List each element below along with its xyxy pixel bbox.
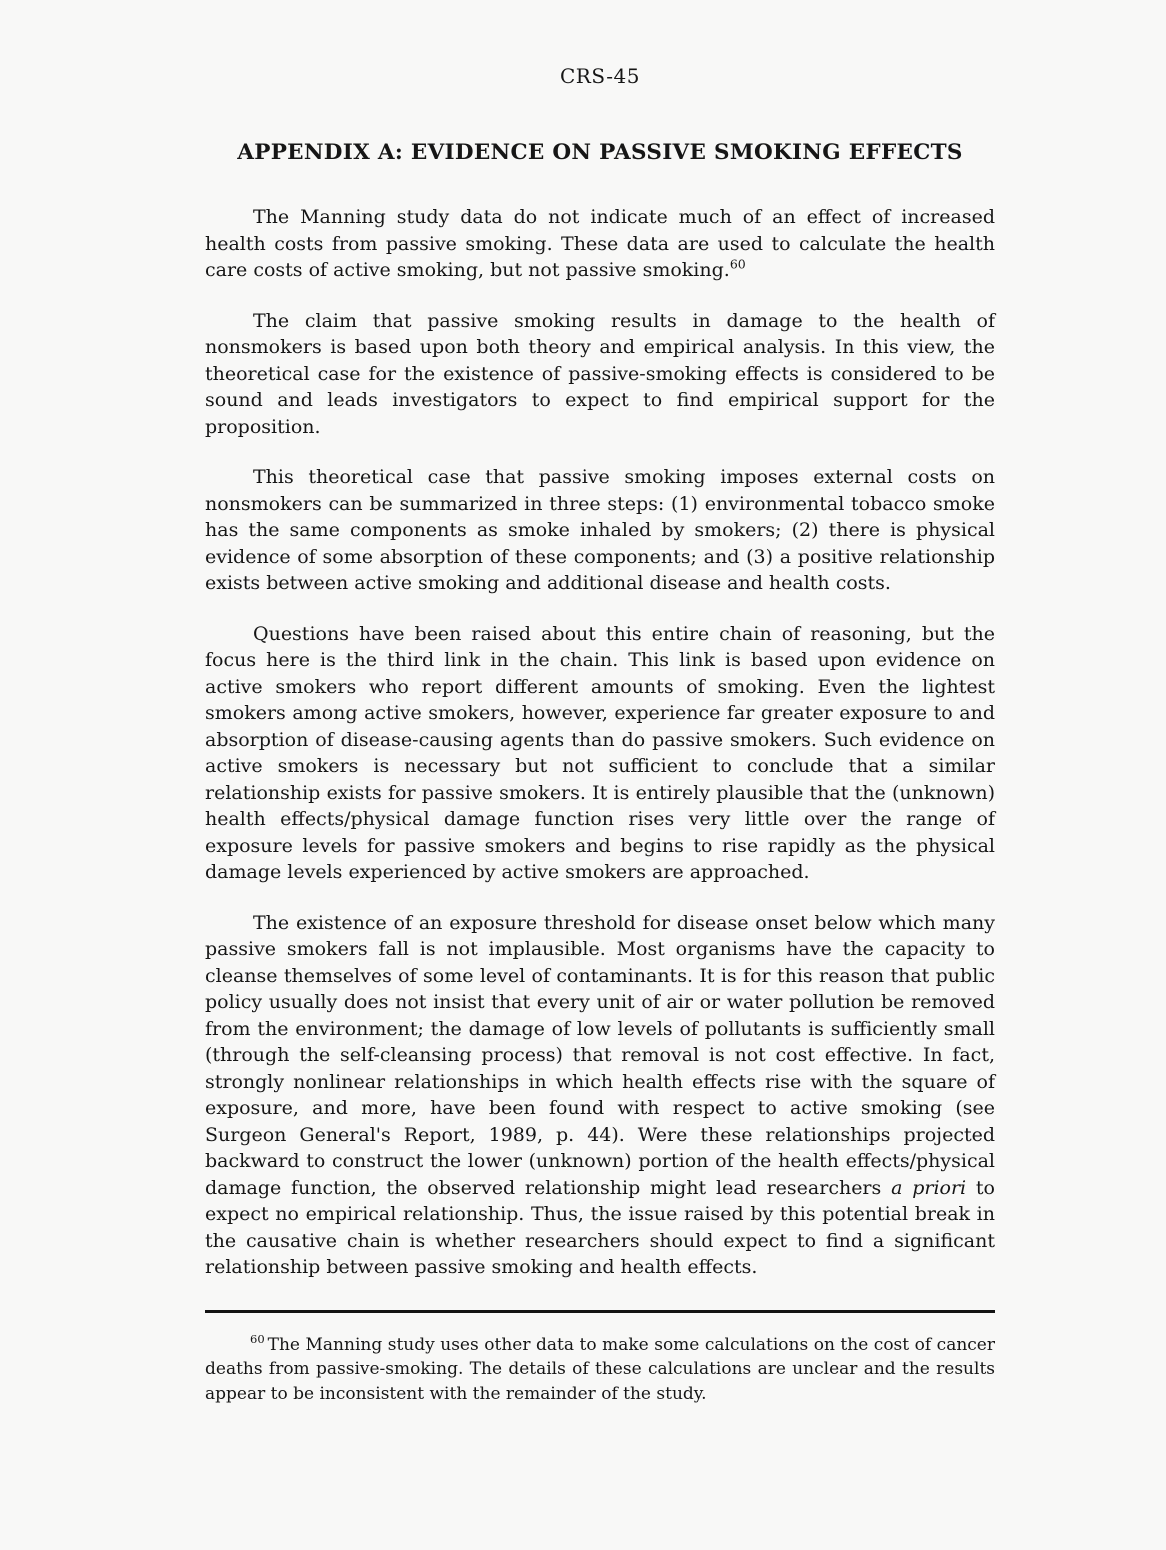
body-text <box>205 204 995 1281</box>
paragraph-5-text-start: The existence of an exposure threshold for disease onset below which many passive smokers fall is not implausible. Most organisms have the capacity to cleanse themselves of some level of contaminants. It is for this reason that public policy usually does not insist that every unit of air or water pollution be removed from the environment; the damage of low levels of pollutants is sufficiently small (through the self-cleansing process) that removal is not cost effective. In fact, strongly nonlinear relationships in which health effects rise with the square of exposure, and more, have been found with respect to active smoking (see Surgeon General's Report, 1989, p. 44). Were these relationships projected backward to construct the lower (unknown) portion of the health effects/physical damage function, the observed relationship might lead researchers <box>205 911 995 1199</box>
appendix-title: APPENDIX A: EVIDENCE ON PASSIVE SMOKING EFFECTS <box>237 140 963 165</box>
paragraph-5 <box>205 910 995 1281</box>
footnote-number: 60 <box>250 1331 265 1346</box>
paragraph-5-italic-phrase: a priori <box>891 1176 967 1199</box>
text-column <box>205 0 995 1406</box>
paragraph-5-text-end: to expect no empirical relationship. Thus, the issue raised by this potential break in the causative chain is whether researchers should expect to find a significant relationship between passive smoking and health effects. <box>205 1176 995 1278</box>
paragraph-4: Questions have been raised about this entire chain of reasoning, but the focus here is the third link in the chain. This link is based upon evidence on active smokers who report different amounts of smoking. Even the lightest smokers among active smokers, however, experience far greater exposure to and absorption of disease-causing agents than do passive smokers. Such evidence on active smokers is necessary but not sufficient to conclude that a similar relationship exists for passive smokers. It is entirely plausible that the (unknown) health effects/physical damage function rises very little over the range of exposure levels for passive smokers and begins to rise rapidly as the physical damage levels experienced by active smokers are approached. <box>205 622 995 883</box>
footnote-text: The Manning study uses other data to make some calculations on the cost of cancer deaths from passive-smoking. The details of these calculations are unclear and the results appear to be inconsistent with the remainder of the study. <box>205 1334 995 1404</box>
footnote <box>205 1333 995 1407</box>
paragraph-2: The claim that passive smoking results in damage to the health of nonsmokers is based upon both theory and empirical analysis. In this view, the theoretical case for the existence of passive-smoking effects is considered to be sound and leads investigators to expect to find empirical support for the proposition. <box>205 309 995 438</box>
paragraph-1-text: The Manning study data do not indicate much of an effect of increased health costs from passive smoking. These data are used to calculate the health care costs of active smoking, but not passive smoking. <box>205 206 995 281</box>
footnote-separator-rule <box>205 1310 995 1313</box>
footnote-reference: 60 <box>729 256 746 272</box>
page-number: CRS-45 <box>559 64 640 88</box>
paragraph-3: This theoretical case that passive smoking imposes external costs on nonsmokers can be summarized in three steps: (1) environmental tobacco smoke has the same components as smoke inhaled by smokers; (2) there is physical evidence of some absorption of these components; and (3) a positive relationship exists between active smoking and additional disease and health costs. <box>205 466 995 594</box>
paragraph-1 <box>205 204 995 284</box>
